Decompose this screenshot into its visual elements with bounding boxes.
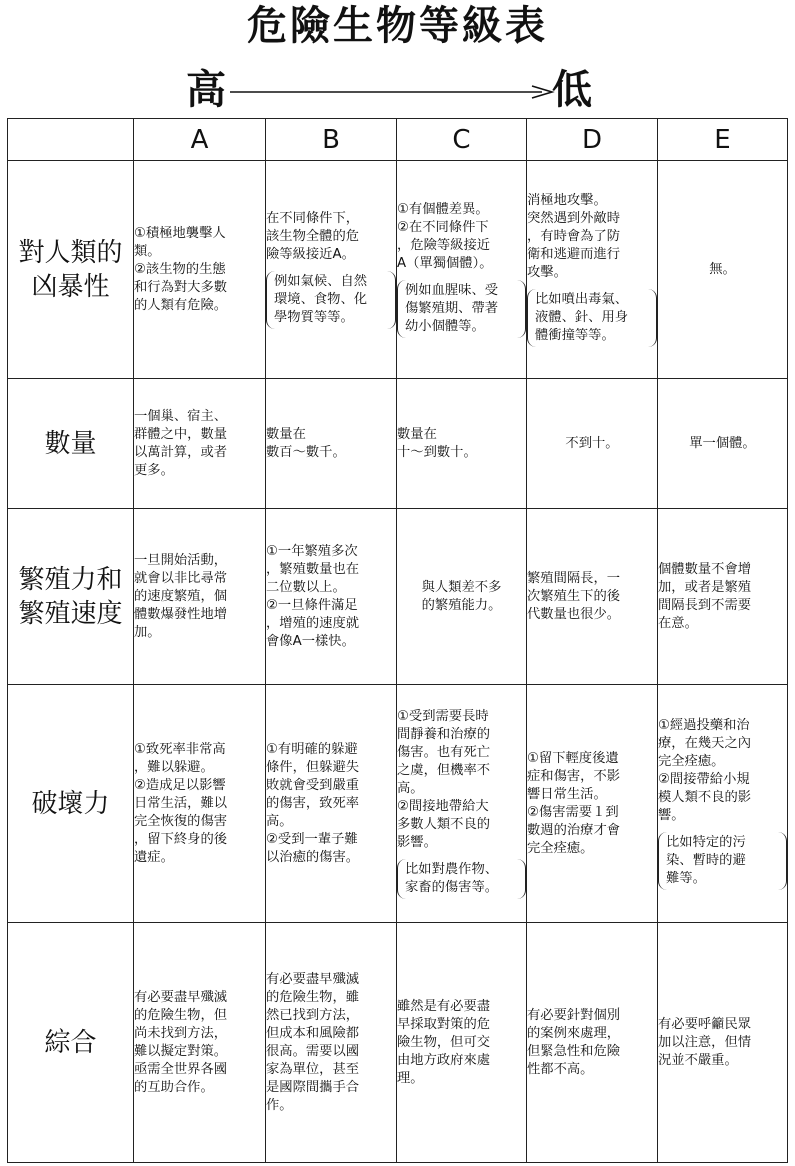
cell-text-line: 家為單位，甚至 xyxy=(266,1061,360,1077)
cell-text-line: 尚未找到方法， xyxy=(134,1025,228,1041)
row-header-line: 繁殖力和 xyxy=(18,564,123,595)
cell-text-line: ②間接地帶給大 xyxy=(397,799,489,814)
cell-text-line: 數量在 xyxy=(266,426,306,442)
cell-text-line: 在不同條件下， xyxy=(266,211,360,226)
cell-destructive-power-e xyxy=(658,685,788,923)
cell-text-line: ②一旦條件滿足 xyxy=(266,597,358,613)
cell-text-line: 的繁殖能力。 xyxy=(421,597,502,613)
cell-text-line: 二位數以上。 xyxy=(266,579,346,595)
cell-text-line: 的速度繁殖，個 xyxy=(134,588,228,604)
note-text-line: 比如噴出毒氣、 xyxy=(535,292,629,307)
cell-text-line: 個體數量不會增 xyxy=(658,561,752,577)
cell-text-line: A（單獨個體）。 xyxy=(397,256,493,271)
cell-aggression-a xyxy=(134,161,266,379)
cell-text-line: 不到十。 xyxy=(565,435,619,451)
cell-text-line: 有必要呼籲民眾 xyxy=(658,1016,752,1032)
cell-text-line: 理。 xyxy=(397,1070,424,1086)
cell-text-line: 與人類差不多 xyxy=(421,579,502,595)
cell-text-line: 遺症。 xyxy=(134,849,174,865)
cell-text-line: ②造成足以影響 xyxy=(134,777,226,793)
scale-low-label: 低 xyxy=(552,67,592,113)
cell-text-line: 次繁殖生下的後 xyxy=(527,588,621,604)
table-row-overall xyxy=(8,923,788,1163)
cell-text-line: 雖然是有必要盡 xyxy=(397,998,491,1014)
cell-text-line: 模人類不良的影 xyxy=(658,790,752,805)
cell-text-line: 群體之中，數量 xyxy=(134,426,228,442)
header-row xyxy=(8,119,788,161)
cell-text-line: 作。 xyxy=(266,1097,293,1113)
cell-text-line: 高。 xyxy=(397,781,424,796)
cell-text-line: 在意。 xyxy=(658,615,698,631)
cell-text-line: 影響。 xyxy=(397,835,437,850)
cell-text-line: 是國際間攜手合 xyxy=(266,1079,360,1095)
danger-scale xyxy=(0,66,795,116)
cell-text-line: ①經過投藥和治 xyxy=(658,718,750,733)
table-row-aggression xyxy=(8,161,788,379)
cell-reproduction-c xyxy=(397,509,527,685)
cell-aggression-c xyxy=(397,161,527,379)
cell-text-line: 險生物，但可交 xyxy=(397,1034,491,1050)
cell-text-line: 間隔長到不需要 xyxy=(658,597,752,613)
row-header-line: 繁殖速度 xyxy=(18,598,123,629)
note-text-line: 學物質等等。 xyxy=(274,310,354,325)
cell-text-line: 亟需全世界各國 xyxy=(134,1061,228,1077)
cell-text-line: ，危險等級接近 xyxy=(397,238,491,253)
cell-overall-e xyxy=(658,923,788,1163)
row-header-line: 凶暴性 xyxy=(31,271,110,302)
cell-text-line: ②受到一輩子難 xyxy=(266,831,358,847)
cell-destructive-power-a xyxy=(134,685,266,923)
cell-destructive-power-b xyxy=(266,685,397,923)
cell-reproduction-b xyxy=(266,509,397,685)
cell-overall-d xyxy=(527,923,658,1163)
cell-text-line: 有必要針對個別 xyxy=(527,1007,621,1023)
cell-text-line: 以治癒的傷害。 xyxy=(266,849,360,865)
cell-text-line: 險等級接近A。 xyxy=(266,247,355,262)
cell-overall-a xyxy=(134,923,266,1163)
row-header-line: 綜合 xyxy=(44,1027,97,1058)
column-header-d: D xyxy=(527,119,658,161)
cell-text-line: ①受到需要長時 xyxy=(397,709,489,724)
table-row-reproduction xyxy=(8,509,788,685)
cell-text-line: 多數人類不良的 xyxy=(397,817,491,832)
cell-quantity-e xyxy=(658,379,788,509)
column-header-a: A xyxy=(134,119,266,161)
cell-text-line: 敗就會受到嚴重 xyxy=(266,777,360,793)
cell-text-line: 的危險生物，但 xyxy=(134,1007,228,1023)
cell-text-line: 代數量也很少。 xyxy=(527,606,621,622)
cell-text-line: ②在不同條件下 xyxy=(397,220,489,235)
danger-level-table xyxy=(7,118,788,1163)
scale-arrow-icon xyxy=(230,84,555,100)
cell-text-line: 由地方政府來處 xyxy=(397,1052,491,1068)
cell-destructive-power-d xyxy=(527,685,658,923)
cell-text-line: 況並不嚴重。 xyxy=(658,1052,738,1068)
cell-text-line: 衛和逃避而進行 xyxy=(527,247,621,262)
cell-reproduction-e xyxy=(658,509,788,685)
cell-text-line: 體數爆發性地增 xyxy=(134,606,228,622)
cell-text-line: 突然遇到外敵時 xyxy=(527,211,621,226)
cell-text-line: 一旦開始活動， xyxy=(134,552,228,568)
note-text-line: 幼小個體等。 xyxy=(405,319,485,334)
cell-text-line: 加以注意，但情 xyxy=(658,1034,752,1050)
cell-text-line: 繁殖間隔長，一 xyxy=(527,570,621,586)
cell-aggression-e xyxy=(658,161,788,379)
scale-high-label: 高 xyxy=(186,67,226,113)
cell-text-line: ，增殖的速度就 xyxy=(266,615,360,631)
cell-text-line: 會像A一樣快。 xyxy=(266,633,355,649)
cell-text-line: 和行為對大多數 xyxy=(134,279,228,295)
cell-text-line: 無。 xyxy=(709,261,736,277)
cell-text-line: 十～到數十。 xyxy=(397,444,477,460)
cell-text-line: ①致死率非常高 xyxy=(134,741,226,757)
cell-quantity-b xyxy=(266,379,397,509)
cell-text-line: 消極地攻擊。 xyxy=(527,193,607,208)
cell-text-line: 性都不高。 xyxy=(527,1061,594,1077)
row-header-line: 對人類的 xyxy=(18,237,123,268)
cell-text-line: 高。 xyxy=(266,813,293,829)
table-row-quantity xyxy=(8,379,788,509)
cell-text-line: 完全痊癒。 xyxy=(527,840,594,856)
cell-text-line: ①一年繁殖多次 xyxy=(266,543,358,559)
row-header-reproduction xyxy=(8,509,134,685)
cell-aggression-b xyxy=(266,161,397,379)
row-header-line: 數量 xyxy=(44,428,97,459)
row-header-line: 破壞力 xyxy=(31,788,110,819)
cell-text-line: ①留下輕度後遺 xyxy=(527,750,619,766)
cell-example-note xyxy=(397,280,526,338)
table-row-destructive-power xyxy=(8,685,788,923)
cell-text-line: ，有時會為了防 xyxy=(527,229,621,244)
cell-text-line: 響。 xyxy=(658,808,685,823)
note-text-line: 例如氣候、自然 xyxy=(274,274,368,289)
cell-text-line: 數量在 xyxy=(397,426,437,442)
cell-quantity-d xyxy=(527,379,658,509)
cell-reproduction-d xyxy=(527,509,658,685)
cell-text-line: 的互助合作。 xyxy=(134,1079,214,1095)
page-title: 危險生物等級表 xyxy=(247,3,548,49)
cell-text-line: ②間接帶給小規 xyxy=(658,772,750,787)
cell-text-line: 有必要盡早殲滅 xyxy=(266,971,360,987)
cell-text-line: 響日常生活。 xyxy=(527,786,607,802)
row-header-overall xyxy=(8,923,134,1163)
cell-destructive-power-c xyxy=(397,685,527,923)
column-header-b: B xyxy=(266,119,397,161)
cell-text-line: 很高。需要以國 xyxy=(266,1043,360,1059)
note-text-line: 家畜的傷害等。 xyxy=(405,880,499,895)
cell-text-line: 的案例來處理， xyxy=(527,1025,621,1041)
cell-example-note xyxy=(658,832,787,890)
column-header-c: C xyxy=(397,119,527,161)
row-header-quantity xyxy=(8,379,134,509)
cell-text-line: 的人類有危險。 xyxy=(134,297,228,313)
cell-aggression-d xyxy=(527,161,658,379)
cell-text-line: ，留下終身的後 xyxy=(134,831,228,847)
cell-text-line: ①有個體差異。 xyxy=(397,202,489,217)
cell-text-line: 就會以非比尋常 xyxy=(134,570,228,586)
row-header-destructive-power xyxy=(8,685,134,923)
cell-text-line: 傷害。也有死亡 xyxy=(397,745,491,760)
cell-text-line: 但緊急性和危險 xyxy=(527,1043,621,1059)
cell-text-line: 完全痊癒。 xyxy=(658,754,725,769)
cell-text-line: 類。 xyxy=(134,243,161,259)
cell-example-note xyxy=(266,271,396,329)
cell-text-line: 但成本和風險都 xyxy=(266,1025,360,1041)
cell-text-line: 一個巢、宿主、 xyxy=(134,408,228,424)
cell-text-line: 日常生活，難以 xyxy=(134,795,228,811)
cell-text-line: 間靜養和治療的 xyxy=(397,727,491,742)
cell-text-line: 數週的治療才會 xyxy=(527,822,621,838)
cell-example-note xyxy=(397,859,526,899)
note-text-line: 難等。 xyxy=(666,871,706,886)
cell-quantity-a xyxy=(134,379,266,509)
cell-text-line: 完全恢復的傷害 xyxy=(134,813,228,829)
note-text-line: 例如血腥味、受 xyxy=(405,283,499,298)
cell-text-line: 症和傷害，不影 xyxy=(527,768,621,784)
cell-text-line: 條件，但躲避失 xyxy=(266,759,360,775)
cell-text-line: 然已找到方法， xyxy=(266,1007,360,1023)
cell-text-line: 單一個體。 xyxy=(689,435,756,451)
note-text-line: 比如對農作物、 xyxy=(405,862,499,877)
cell-example-note xyxy=(527,289,657,347)
corner-cell xyxy=(8,119,134,161)
cell-text-line: 之虞，但機率不 xyxy=(397,763,491,778)
row-header-aggression xyxy=(8,161,134,379)
cell-text-line: 早採取對策的危 xyxy=(397,1016,491,1032)
cell-text-line: 的傷害，致死率 xyxy=(266,795,360,811)
cell-text-line: 攻擊。 xyxy=(527,265,567,280)
cell-text-line: 更多。 xyxy=(134,462,174,478)
note-text-line: 體衝撞等等。 xyxy=(535,328,615,343)
cell-text-line: ①積極地襲擊人 xyxy=(134,225,226,241)
cell-text-line: 數百～數千。 xyxy=(266,444,346,460)
cell-overall-b xyxy=(266,923,397,1163)
note-text-line: 環境、食物、化 xyxy=(274,292,368,307)
cell-text-line: 加。 xyxy=(134,624,161,640)
cell-text-line: ，難以躲避。 xyxy=(134,759,214,775)
cell-text-line: 的危險生物，雖 xyxy=(266,989,360,1005)
cell-reproduction-a xyxy=(134,509,266,685)
cell-text-line: ②傷害需要１到 xyxy=(527,804,619,820)
cell-text-line: 有必要盡早殲滅 xyxy=(134,989,228,1005)
column-header-e: E xyxy=(658,119,788,161)
cell-text-line: 加，或者是繁殖 xyxy=(658,579,752,595)
cell-text-line: ①有明確的躲避 xyxy=(266,741,358,757)
note-text-line: 液體、針、用身 xyxy=(535,310,629,325)
note-text-line: 比如特定的污 xyxy=(666,835,746,850)
cell-text-line: 療，在幾天之內 xyxy=(658,736,752,751)
cell-overall-c xyxy=(397,923,527,1163)
note-text-line: 傷繁殖期、帶著 xyxy=(405,301,499,316)
cell-quantity-c xyxy=(397,379,527,509)
cell-text-line: 該生物全體的危 xyxy=(266,229,360,244)
note-text-line: 染、暫時的避 xyxy=(666,853,746,868)
cell-text-line: ，繁殖數量也在 xyxy=(266,561,360,577)
cell-text-line: 難以擬定對策。 xyxy=(134,1043,228,1059)
cell-text-line: ②該生物的生態 xyxy=(134,261,226,277)
cell-text-line: 以萬計算，或者 xyxy=(134,444,228,460)
